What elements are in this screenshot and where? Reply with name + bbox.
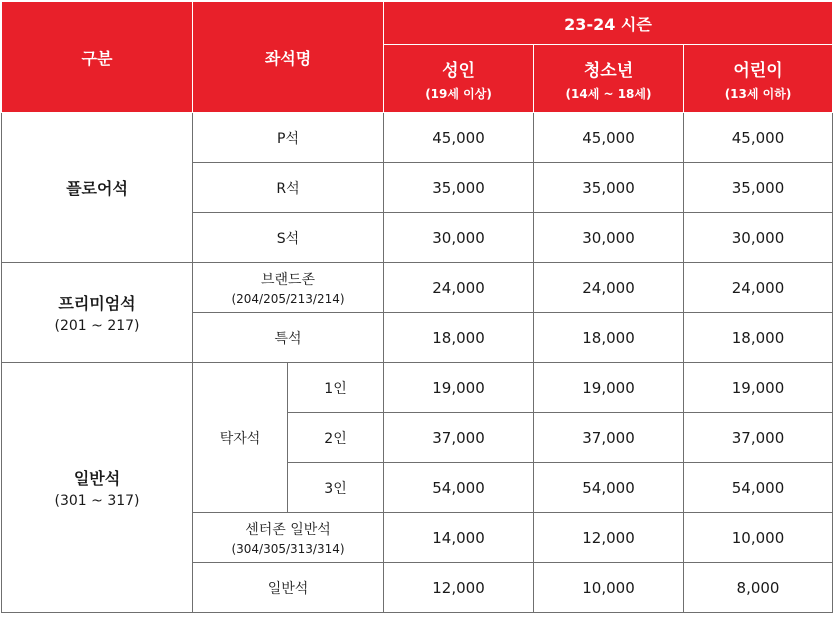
- header-adult: [384, 45, 534, 113]
- price-youth: 54,000: [534, 463, 684, 513]
- price-adult: 12,000: [384, 563, 534, 613]
- seat-count: 2인: [288, 413, 384, 463]
- header-category: 구분: [2, 2, 193, 113]
- price-adult: 45,000: [384, 113, 534, 163]
- seat-name: 특석: [193, 313, 384, 363]
- price-adult: 37,000: [384, 413, 534, 463]
- price-child: 54,000: [684, 463, 833, 513]
- header-seat-name: 좌석명: [193, 2, 384, 113]
- header-child-sub: (13세 이하): [724, 86, 792, 101]
- price-adult: 54,000: [384, 463, 534, 513]
- seat-name-table: 탁자석: [193, 363, 288, 513]
- price-adult: 35,000: [384, 163, 534, 213]
- seat-name: 브랜드존: [260, 272, 316, 288]
- header-child: [684, 45, 833, 113]
- seat-name: 일반석: [193, 563, 384, 613]
- price-adult: 14,000: [384, 513, 534, 563]
- category-premium: [2, 263, 193, 363]
- seat-name-brandzone: [193, 263, 384, 313]
- price-child: 18,000: [684, 313, 833, 363]
- price-child: 19,000: [684, 363, 833, 413]
- seat-section: (204/205/213/214): [231, 292, 345, 306]
- price-child: 45,000: [684, 113, 833, 163]
- seat-name: 센터존 일반석: [245, 522, 331, 538]
- category-general-name: 일반석: [73, 469, 121, 488]
- seat-name: P석: [193, 113, 384, 163]
- category-premium-range: (201 ~ 217): [54, 318, 140, 334]
- header-youth: [534, 45, 684, 113]
- seat-name: R석: [193, 163, 384, 213]
- header-season: 23-24 시즌: [384, 2, 833, 45]
- seat-name: S석: [193, 213, 384, 263]
- price-youth: 24,000: [534, 263, 684, 313]
- category-general: [2, 363, 193, 613]
- category-general-range: (301 ~ 317): [54, 493, 140, 509]
- price-child: 30,000: [684, 213, 833, 263]
- ticket-price-table: [1, 1, 833, 613]
- price-adult: 18,000: [384, 313, 534, 363]
- table-row: [2, 363, 833, 413]
- price-child: 8,000: [684, 563, 833, 613]
- price-youth: 10,000: [534, 563, 684, 613]
- price-child: 24,000: [684, 263, 833, 313]
- price-youth: 45,000: [534, 113, 684, 163]
- price-youth: 37,000: [534, 413, 684, 463]
- header-adult-label: 성인: [442, 60, 475, 81]
- table-row: [2, 263, 833, 313]
- category-premium-name: 프리미엄석: [58, 294, 136, 313]
- price-youth: 19,000: [534, 363, 684, 413]
- price-youth: 18,000: [534, 313, 684, 363]
- price-youth: 35,000: [534, 163, 684, 213]
- price-child: 35,000: [684, 163, 833, 213]
- header-row-1: [2, 2, 833, 45]
- header-youth-sub: (14세 ~ 18세): [565, 86, 652, 101]
- price-adult: 19,000: [384, 363, 534, 413]
- price-adult: 24,000: [384, 263, 534, 313]
- seat-count: 3인: [288, 463, 384, 513]
- seat-count: 1인: [288, 363, 384, 413]
- price-youth: 12,000: [534, 513, 684, 563]
- table-row: [2, 113, 833, 163]
- seat-name-centerzone: [193, 513, 384, 563]
- seat-section: (304/305/313/314): [231, 542, 345, 556]
- price-youth: 30,000: [534, 213, 684, 263]
- price-child: 37,000: [684, 413, 833, 463]
- price-child: 10,000: [684, 513, 833, 563]
- price-adult: 30,000: [384, 213, 534, 263]
- category-floor: 플로어석: [2, 113, 193, 263]
- header-youth-label: 청소년: [583, 60, 634, 81]
- header-adult-sub: (19세 이상): [425, 86, 492, 101]
- header-child-label: 어린이: [733, 60, 783, 81]
